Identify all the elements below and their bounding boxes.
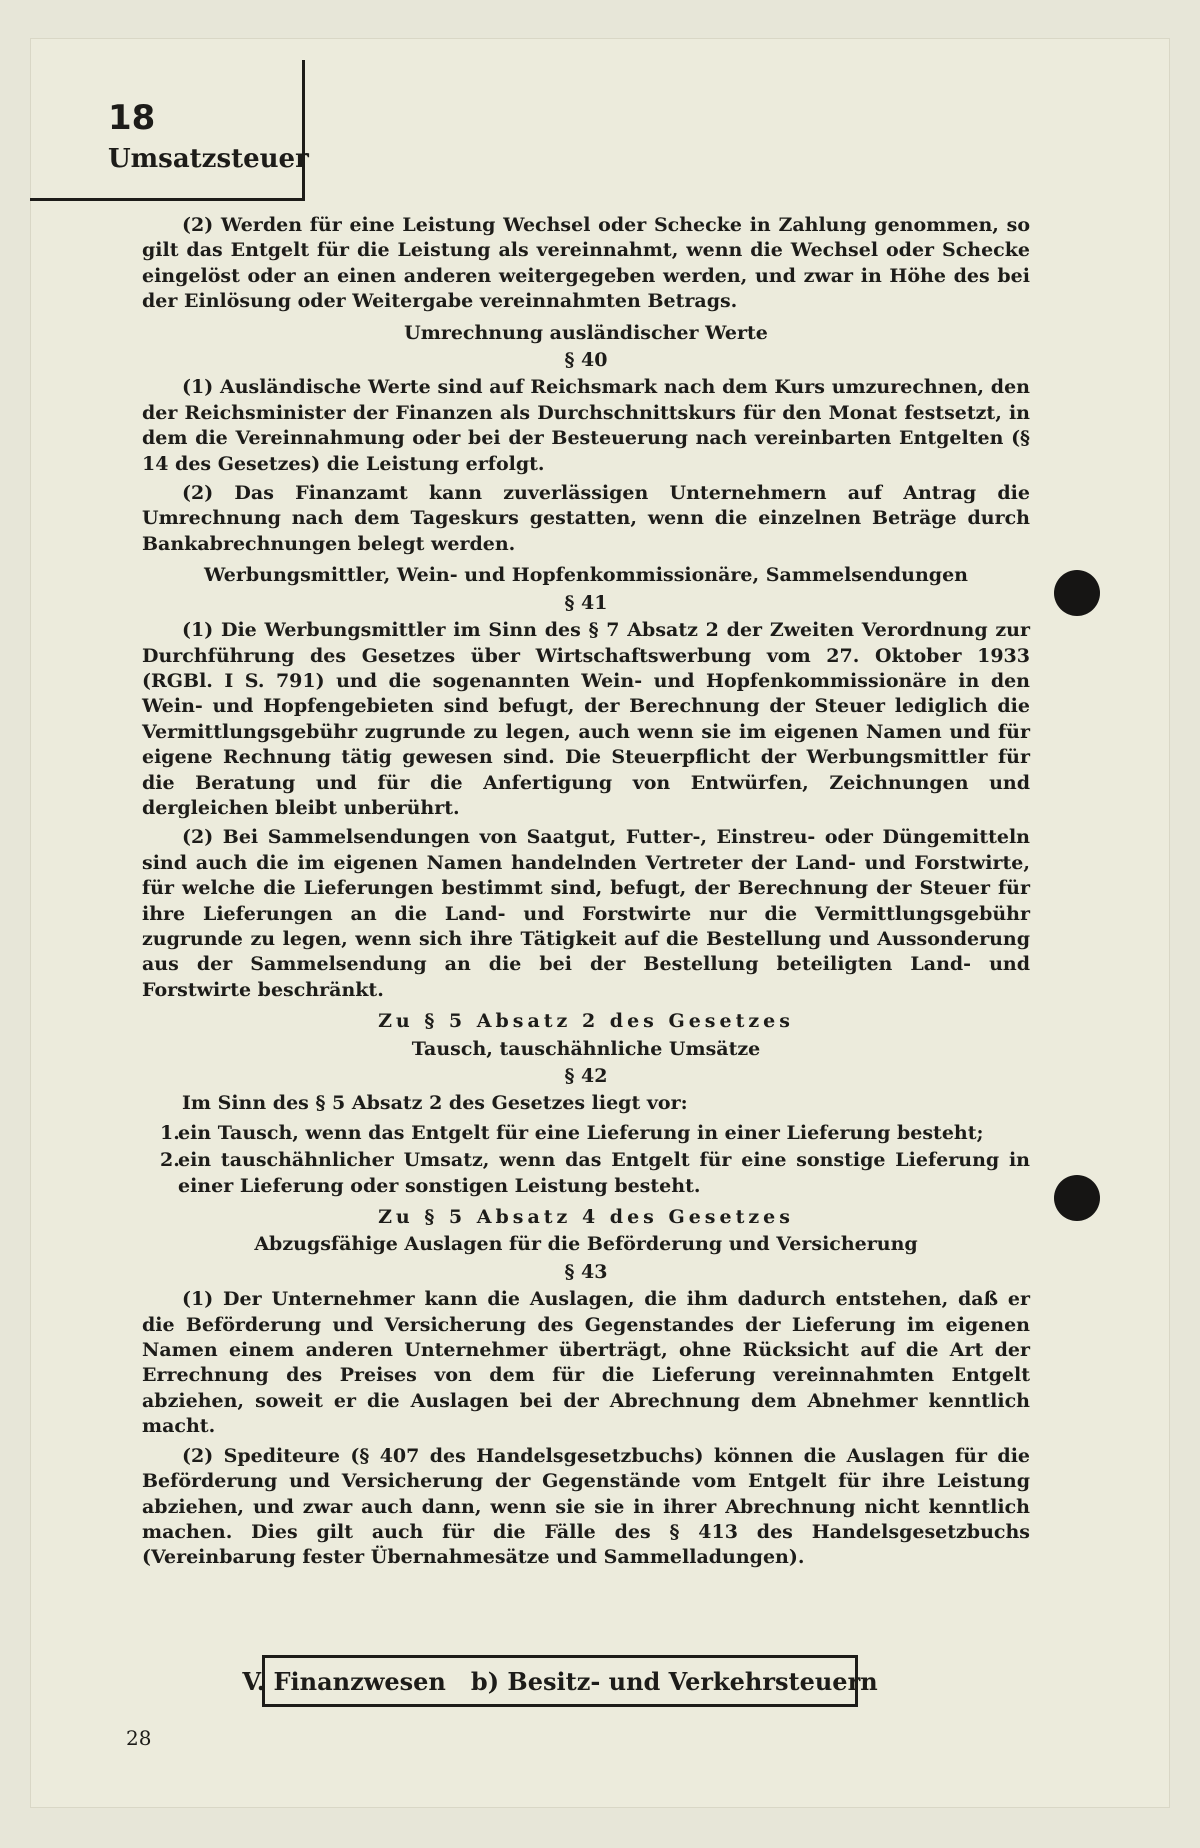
body-text (142, 213, 1030, 1575)
list-item (142, 1121, 1030, 1146)
list-item-number: 2. (160, 1149, 180, 1172)
section-41-heading: Werbungsmittler, Wein- und Hopfenkommissionäre, Sammelsendungen (204, 564, 968, 587)
section-43-paragraph-1: (1) Der Unternehmer kann die Auslagen, die ihm dadurch entstehen, daß er die Beförderung und Versicherung des Gegenstandes der Lieferung im eigenen Namen einem anderen Unternehmer überträgt, ohne Rücksicht auf die Art der Errechnung des Preises von dem für die Lieferung vereinnahmten Entgelt abziehen, soweit er die Auslagen bei der Abrechnung dem Abnehmer kenntlich macht. (142, 1288, 1030, 1438)
section-41-paragraph-2: (2) Bei Sammelsendungen von Saatgut, Futter-, Einstreu- oder Düngemitteln sind auch die im eigenen Namen handelnden Vertreter der Land- und Forstwirte, für welche die Lieferungen bestimmt sind, befugt, der Berechnung der Steuer für ihre Lieferungen an die Land- und Forstwirte nur die Vermittlungsgebühr zugrunde zu legen, wenn sich ihre Tätigkeit auf die Bestellung und Aussonderung aus der Sammelsendung an die bei der Bestellung beteiligten Land- und Forstwirte beschränkt. (142, 826, 1030, 1001)
section-43-group-heading: Zu § 5 Absatz 4 des Gesetzes (378, 1206, 794, 1229)
section-42-heading: Tausch, tauschähnliche Umsätze (411, 1037, 761, 1060)
header-number: 18 (108, 98, 156, 138)
section-42-lead: Im Sinn des § 5 Absatz 2 des Gesetzes liegt vor: (182, 1092, 688, 1115)
section-41-paragraph-1: (1) Die Werbungsmittler im Sinn des § 7 Absatz 2 der Zweiten Verordnung zur Durchführung des Gesetzes über Wirtschaftswerbung vom 27. Oktober 1933 (RGBl. I S. 791) und die sogenannten Wein- und Hopfenkommissionäre in den Wein- und Hopfengebieten sind befugt, der Berechnung der Steuer lediglich die Vermittlungsgebühr zugrunde zu legen, auch wenn sie im eigenen Namen und für eigene Rechnung tätig gewesen sind. Die Steuerpflicht der Werbungsmittler für die Beratung und für die Anfertigung von Entwürfen, Zeichnungen und dergleichen bleibt unberührt. (142, 619, 1030, 819)
list-item-text: ein Tausch, wenn das Entgelt für eine Lieferung in einer Lieferung besteht; (178, 1121, 984, 1144)
intro-paragraph: (2) Werden für eine Leistung Wechsel oder Schecke in Zahlung genommen, so gilt das Entgelt für die Leistung als vereinnahmt, wenn die Wechsel oder Schecke eingelöst oder an einen anderen weitergegeben werden, und zwar in Höhe des bei der Einlösung oder Weitergabe vereinnahmten Betrags. (142, 214, 1030, 313)
punch-hole (1054, 1175, 1100, 1221)
section-41-number: § 41 (564, 591, 608, 614)
header-title: Umsatzsteuer (108, 144, 309, 174)
section-40-paragraph-2: (2) Das Finanzamt kann zuverlässigen Unternehmern auf Antrag die Umrechnung nach dem Tageskurs gestatten, wenn die einzelnen Beträge durch Bankabrechnungen belegt werden. (142, 482, 1030, 555)
document-page (30, 38, 1170, 1808)
section-43-heading: Abzugsfähige Auslagen für die Beförderung und Versicherung (254, 1233, 918, 1256)
header-box (30, 60, 309, 201)
list-item-number: 1. (160, 1121, 180, 1144)
section-42-group-heading: Zu § 5 Absatz 2 des Gesetzes (378, 1010, 794, 1033)
category-box-label: V. Finanzwesen b) Besitz- und Verkehrsteuern (262, 1655, 858, 1707)
section-40-number: § 40 (564, 349, 608, 372)
list-item (142, 1148, 1030, 1199)
section-40-paragraph-1: (1) Ausländische Werte sind auf Reichsmark nach dem Kurs umzurechnen, den der Reichsminister der Finanzen als Durchschnittskurs für den Monat festsetzt, in dem die Vereinnahmung oder bei der Besteuerung nach vereinbarten Entgelten (§ 14 des Gesetzes) die Leistung erfolgt. (142, 376, 1030, 475)
punch-hole (1054, 570, 1100, 616)
list-item-text: ein tauschähnlicher Umsatz, wenn das Entgelt für eine sonstige Lieferung in einer Lieferung oder sonstigen Leistung besteht. (178, 1149, 1030, 1197)
section-42-number: § 42 (564, 1065, 608, 1087)
page-number: 28 (126, 1726, 152, 1750)
section-43-number: § 43 (564, 1260, 608, 1283)
section-40-heading: Umrechnung ausländischer Werte (404, 321, 768, 344)
section-43-paragraph-2: (2) Spediteure (§ 407 des Handelsgesetzbuchs) können die Auslagen für die Beförderung und Versicherung der Gegenstände vom Entgelt für ihre Leistung abziehen, und zwar auch dann, wenn sie sie in ihrer Abrechnung nicht kenntlich machen. Dies gilt auch für die Fälle des § 413 des Handelsgesetzbuchs (Vereinbarung fester Übernahmesätze und Sammelladungen). (142, 1444, 1030, 1569)
